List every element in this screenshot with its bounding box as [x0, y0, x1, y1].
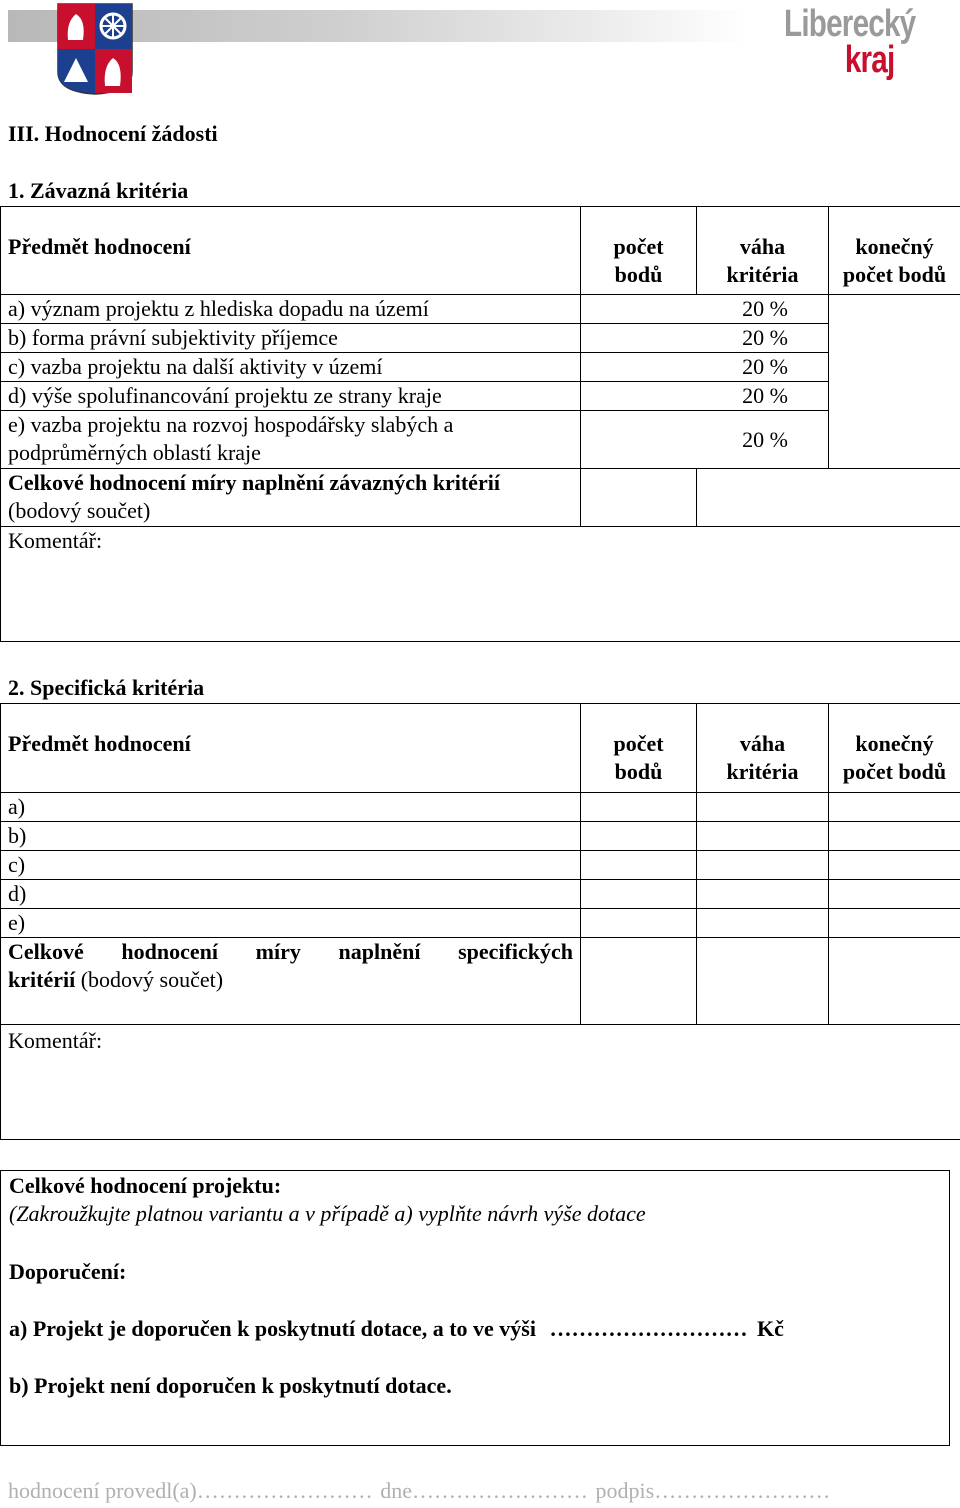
comment-row [1, 527, 960, 642]
criterion-label: a) [1, 793, 581, 822]
weight-cell[interactable] [697, 822, 829, 851]
evaluator-blank[interactable]: …………………… [196, 1478, 373, 1503]
table-header-row [1, 704, 960, 793]
criterion-label: e) vazba projektu na rozvoj hospodářsky slabých a podprůměrných oblastí kraje [1, 411, 581, 469]
final-cell[interactable] [829, 909, 960, 938]
evaluated-by-label: hodnocení provedl(a) [8, 1478, 197, 1503]
comment-cell[interactable] [1, 1025, 960, 1140]
comment-row [1, 1025, 960, 1140]
header-weight: váha kritéria [697, 207, 829, 295]
weight-cell[interactable] [697, 793, 829, 822]
criterion-label: c) [1, 851, 581, 880]
specific-criteria-title: 2. Specifická kritéria [8, 675, 205, 700]
criterion-label: b) forma právní subjektivity příjemce [1, 324, 581, 353]
table-row [1, 411, 960, 469]
currency-label: Kč [756, 1316, 784, 1341]
criterion-label: d) výše spolufinancování projektu ze strany kraje [1, 382, 581, 411]
header-final: konečný počet bodů [829, 207, 960, 295]
total-weight-cell [697, 469, 960, 527]
criterion-label: e) [1, 909, 581, 938]
comment-label: Komentář: [8, 528, 103, 553]
section-title: III. Hodnocení žádosti [8, 121, 218, 146]
total-label [1, 469, 581, 527]
total-row [1, 469, 960, 527]
overall-instruction: (Zakroužkujte platnou variantu a v případě a) vyplňte návrh výše dotace [9, 1201, 646, 1226]
table-row [1, 793, 960, 822]
liberecky-kraj-logo [784, 3, 917, 81]
signature-label: podpis [595, 1478, 655, 1503]
header-points: počet bodů [581, 207, 697, 295]
table-row [1, 822, 960, 851]
criterion-weight: 20 % [581, 295, 829, 324]
weight-cell[interactable] [697, 880, 829, 909]
points-cell[interactable] [581, 851, 697, 880]
criterion-label: b) [1, 822, 581, 851]
option-a-text: a) Projekt je doporučen k poskytnutí dotace, a to ve výši [9, 1316, 536, 1341]
specific-criteria-table [0, 703, 960, 1140]
header-subject: Předmět hodnocení [1, 207, 581, 295]
overall-title: Celkové hodnocení projektu: [9, 1173, 282, 1198]
total-final-cell[interactable] [829, 938, 960, 1025]
total-label-bold: Celkové hodnocení míry naplnění závazných kritérií [8, 470, 500, 495]
comment-cell[interactable] [1, 527, 960, 642]
total-label [1, 938, 581, 1025]
table-row [1, 353, 960, 382]
option-a[interactable] [9, 1316, 784, 1342]
total-label-bold-line2: kritérií [8, 967, 76, 992]
criterion-weight: 20 % [581, 382, 829, 411]
total-row [1, 938, 960, 1025]
table-row [1, 880, 960, 909]
final-cell[interactable] [829, 880, 960, 909]
criterion-label: d) [1, 880, 581, 909]
criterion-label: c) vazba projektu na další aktivity v území [1, 353, 581, 382]
footer-signature-line [8, 1478, 830, 1504]
recommendation-label: Doporučení: [9, 1259, 127, 1284]
table-row [1, 324, 960, 353]
points-cell[interactable] [581, 880, 697, 909]
final-cell[interactable] [829, 822, 960, 851]
table-row [1, 295, 960, 324]
overall-evaluation-box [0, 1170, 950, 1446]
mandatory-criteria-title: 1. Závazná kritéria [8, 178, 189, 203]
logo-line-1: Liberecký [784, 3, 916, 45]
criterion-weight: 20 % [581, 324, 829, 353]
table-row [1, 382, 960, 411]
mandatory-criteria-table [0, 206, 960, 642]
criterion-weight: 20 % [581, 353, 829, 382]
weight-cell[interactable] [697, 851, 829, 880]
total-label-normal: (bodový součet) [80, 967, 224, 992]
option-b[interactable]: b) Projekt není doporučen k poskytnutí dotace. [9, 1373, 452, 1398]
header-points: počet bodů [581, 704, 697, 793]
amount-blank[interactable]: ……………………… [549, 1316, 748, 1341]
final-cell[interactable] [829, 793, 960, 822]
header-final: konečný počet bodů [829, 704, 960, 793]
total-points-cell[interactable] [581, 469, 697, 527]
weight-cell[interactable] [697, 909, 829, 938]
coat-of-arms-icon [56, 2, 134, 96]
table-row [1, 909, 960, 938]
criterion-label: a) význam projektu z hlediska dopadu na území [1, 295, 581, 324]
comment-label: Komentář: [8, 1028, 103, 1053]
final-cell[interactable] [829, 851, 960, 880]
date-label: dne [380, 1478, 413, 1503]
header-weight: váha kritéria [697, 704, 829, 793]
header-subject: Předmět hodnocení [1, 704, 581, 793]
logo-line-2: kraj [844, 39, 895, 81]
date-blank[interactable]: …………………… [412, 1478, 589, 1503]
total-points-cell[interactable] [581, 938, 697, 1025]
criterion-weight: 20 % [581, 411, 829, 469]
points-cell[interactable] [581, 822, 697, 851]
table-row [1, 851, 960, 880]
table-header-row [1, 207, 960, 295]
final-points-cell[interactable] [829, 295, 960, 469]
signature-blank[interactable]: …………………… [654, 1478, 831, 1503]
points-cell[interactable] [581, 793, 697, 822]
total-label-normal: (bodový součet) [8, 498, 151, 523]
total-weight-cell[interactable] [697, 938, 829, 1025]
points-cell[interactable] [581, 909, 697, 938]
total-label-bold-line1: Celkové hodnocení míry naplnění specifických [8, 939, 573, 964]
